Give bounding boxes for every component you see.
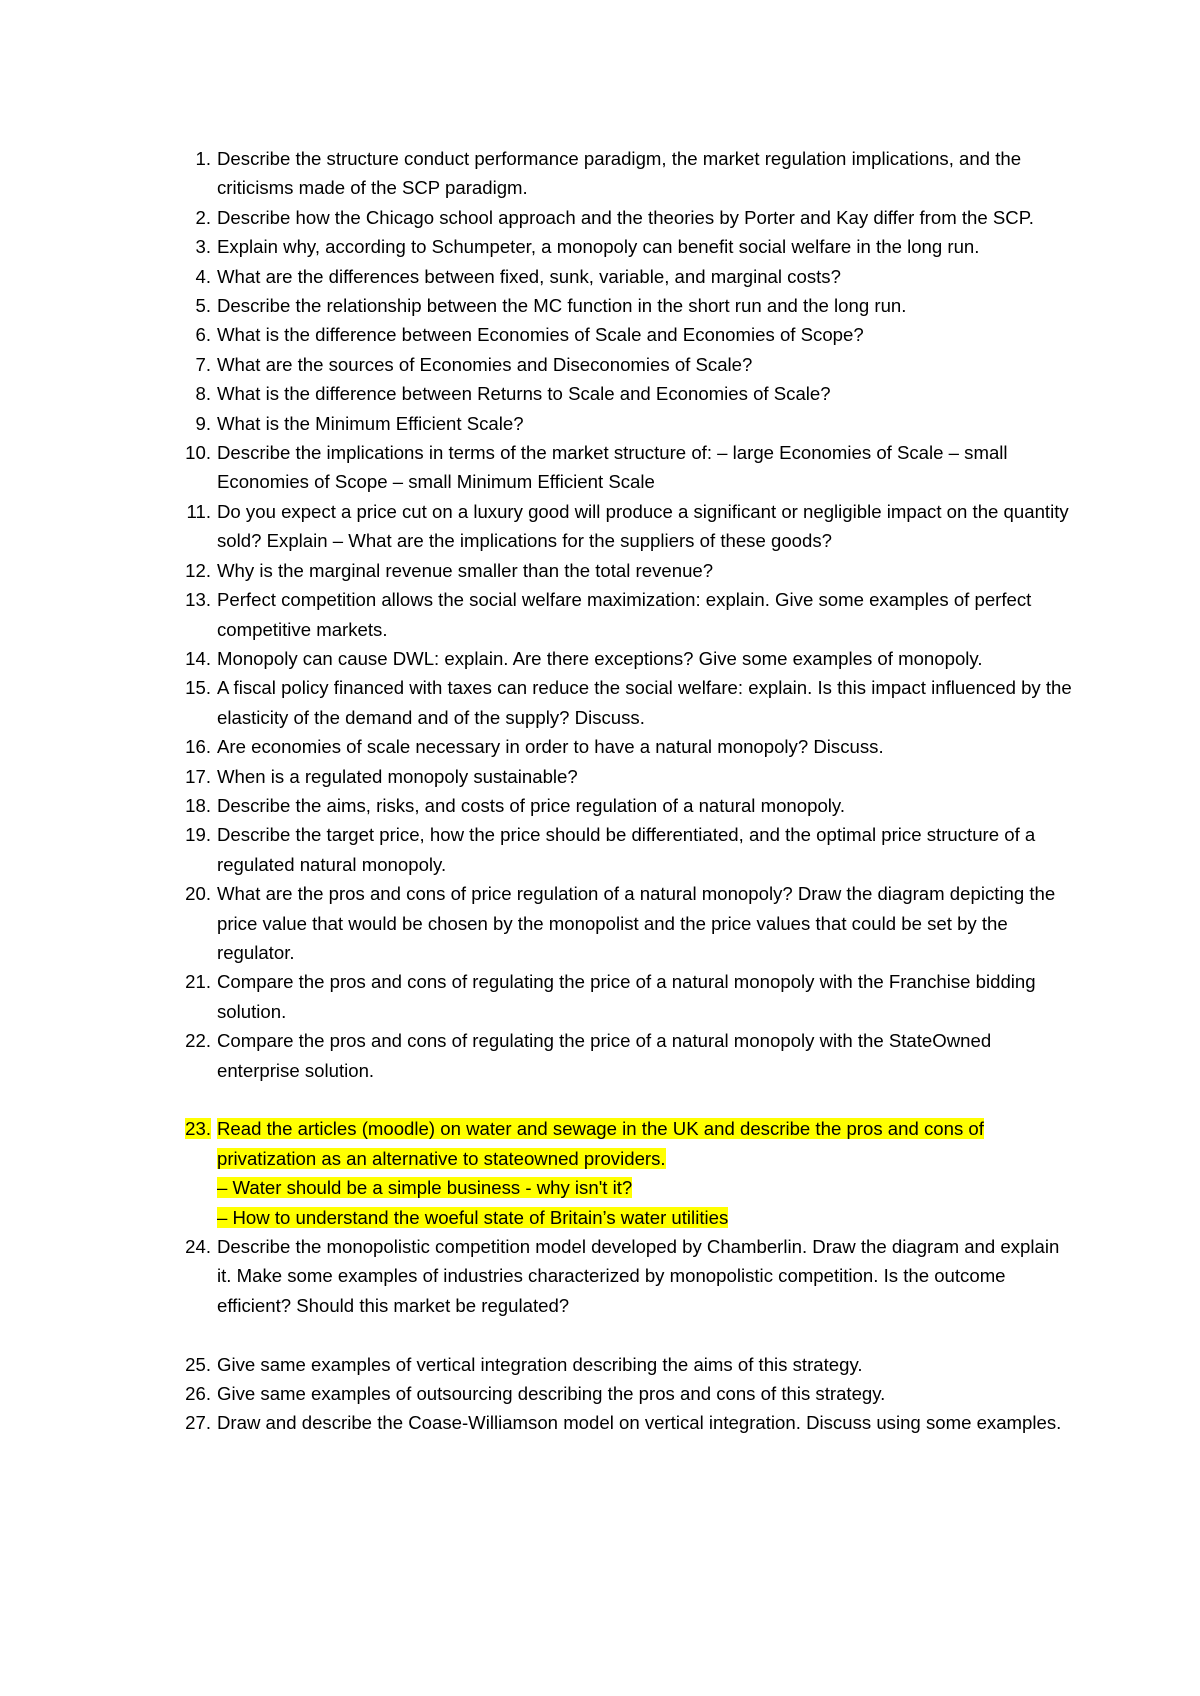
question-item xyxy=(178,262,1078,291)
question-number: 16. xyxy=(185,736,211,758)
question-text: Compare the pros and cons of regulating the price of a natural monopoly with the Franchise bidding solution. xyxy=(217,971,1036,1022)
question-text: Describe the implications in terms of the market structure of: – large Economies of Scale – small Economies of Scope – small Minimum Efficient Scale xyxy=(217,442,1008,493)
question-number: 27. xyxy=(185,1412,211,1434)
question-number: 18. xyxy=(185,794,211,816)
question-item xyxy=(178,144,1078,203)
question-text: Describe the aims, risks, and costs of price regulation of a natural monopoly. xyxy=(217,794,846,816)
question-number: 25. xyxy=(185,1353,211,1375)
question-number: 9. xyxy=(195,412,211,434)
question-text: Do you expect a price cut on a luxury good will produce a significant or negligible impact on the quantity sold? Explain – What are the implications for the suppliers of these goods? xyxy=(217,500,1069,552)
question-number: 12. xyxy=(185,559,211,581)
question-item xyxy=(178,820,1078,879)
question-number: 17. xyxy=(185,765,211,787)
highlighted-line xyxy=(217,1203,1078,1232)
question-item xyxy=(178,203,1078,232)
question-number: 15. xyxy=(185,677,211,699)
question-item xyxy=(178,1379,1078,1408)
question-number: 22. xyxy=(185,1030,211,1052)
question-number: 21. xyxy=(185,971,211,993)
question-item xyxy=(178,732,1078,761)
question-text: Describe the structure conduct performance paradigm, the market regulation implications, and the criticisms made of the SCP paradigm. xyxy=(217,148,1022,199)
question-text: Describe the target price, how the price should be differentiated, and the optimal price structure of a regulated natural monopoly. xyxy=(217,824,1036,875)
question-item xyxy=(178,497,1078,556)
question-text: Perfect competition allows the social welfare maximization: explain. Give some examples of perfect competitive markets. xyxy=(217,589,1032,640)
question-item-highlighted xyxy=(178,1114,1078,1232)
article-title-1: – Water should be a simple business - why isn't it? xyxy=(217,1177,633,1199)
question-text: Describe the monopolistic competition model developed by Chamberlin. Draw the diagram and explain it. Make some examples of industries characterized by monopolistic competition. Is the outcome efficient? Should this market be regulated? xyxy=(217,1236,1060,1316)
question-item xyxy=(178,556,1078,585)
highlighted-line xyxy=(217,1144,1078,1173)
question-number-highlight: 23. xyxy=(185,1118,211,1140)
question-item xyxy=(178,291,1078,320)
question-item xyxy=(178,673,1078,732)
question-text: Why is the marginal revenue smaller than the total revenue? xyxy=(217,559,714,581)
question-text: What is the difference between Economies of Scale and Economies of Scope? xyxy=(217,324,864,346)
question-text: What are the pros and cons of price regulation of a natural monopoly? Draw the diagram depicting the price value that would be chosen by the monopolist and the price values that could be set by the regulator. xyxy=(217,883,1056,963)
question-text: Draw and describe the Coase-Williamson model on vertical integration. Discuss using some examples. xyxy=(217,1412,1062,1434)
question-number: 13. xyxy=(185,589,211,611)
question-item xyxy=(178,762,1078,791)
question-item xyxy=(178,967,1078,1026)
question-number: 19. xyxy=(185,824,211,846)
question-item xyxy=(178,438,1078,497)
question-text: Describe how the Chicago school approach and the theories by Porter and Kay differ from the SCP. xyxy=(217,206,1034,228)
question-text: When is a regulated monopoly sustainable? xyxy=(217,765,578,787)
question-number: 24. xyxy=(185,1236,211,1258)
question-item xyxy=(178,409,1078,438)
question-item xyxy=(178,232,1078,261)
question-text: Compare the pros and cons of regulating the price of a natural monopoly with the StateOwned enterprise solution. xyxy=(217,1030,992,1081)
question-number: 5. xyxy=(195,295,211,317)
question-number: 3. xyxy=(195,236,211,258)
question-text: Describe the relationship between the MC function in the short run and the long run. xyxy=(217,295,907,317)
question-list xyxy=(178,144,1078,1438)
question-text: What is the difference between Returns to Scale and Economies of Scale? xyxy=(217,383,831,405)
question-text: What are the sources of Economies and Diseconomies of Scale? xyxy=(217,353,753,375)
question-number xyxy=(169,1114,214,1143)
question-text: Monopoly can cause DWL: explain. Are there exceptions? Give some examples of monopoly. xyxy=(217,647,983,669)
question-number: 10. xyxy=(185,442,211,464)
question-number: 8. xyxy=(195,383,211,405)
question-text: Explain why, according to Schumpeter, a monopoly can benefit social welfare in the long run. xyxy=(217,236,980,258)
question-number: 11. xyxy=(186,500,211,522)
question-item xyxy=(178,320,1078,349)
question-item xyxy=(178,379,1078,408)
article-title-2: – How to understand the woeful state of Britain’s water utilities xyxy=(217,1206,729,1228)
question-number: 4. xyxy=(195,265,211,287)
question-text: Give same examples of outsourcing describing the pros and cons of this strategy. xyxy=(217,1383,886,1405)
question-number: 1. xyxy=(195,148,211,169)
question-number: 7. xyxy=(195,353,211,375)
question-text: Give same examples of vertical integration describing the aims of this strategy. xyxy=(217,1353,863,1375)
question-item xyxy=(178,585,1078,644)
question-number: 14. xyxy=(185,647,211,669)
highlighted-text: Read the articles (moodle) on water and sewage in the UK and describe the pros and cons of xyxy=(217,1118,984,1140)
highlighted-line xyxy=(217,1114,1078,1143)
question-item xyxy=(178,879,1078,967)
question-item xyxy=(178,350,1078,379)
question-number: 6. xyxy=(195,324,211,346)
question-item xyxy=(178,644,1078,673)
highlighted-line xyxy=(217,1173,1078,1202)
question-item xyxy=(178,791,1078,820)
question-item xyxy=(178,1232,1078,1320)
question-number: 26. xyxy=(185,1383,211,1405)
question-text: Are economies of scale necessary in order to have a natural monopoly? Discuss. xyxy=(217,736,884,758)
question-item xyxy=(178,1408,1078,1437)
question-text: A fiscal policy financed with taxes can reduce the social welfare: explain. Is this impact influenced by the elasticity of the demand and of the supply? Discuss. xyxy=(217,677,1072,728)
question-item xyxy=(178,1350,1078,1379)
question-number: 20. xyxy=(185,883,211,905)
question-item xyxy=(178,1026,1078,1085)
question-text: What are the differences between fixed, sunk, variable, and marginal costs? xyxy=(217,265,841,287)
question-number: 2. xyxy=(195,206,211,228)
question-text: What is the Minimum Efficient Scale? xyxy=(217,412,524,434)
highlighted-text: privatization as an alternative to stateowned providers. xyxy=(217,1147,666,1169)
